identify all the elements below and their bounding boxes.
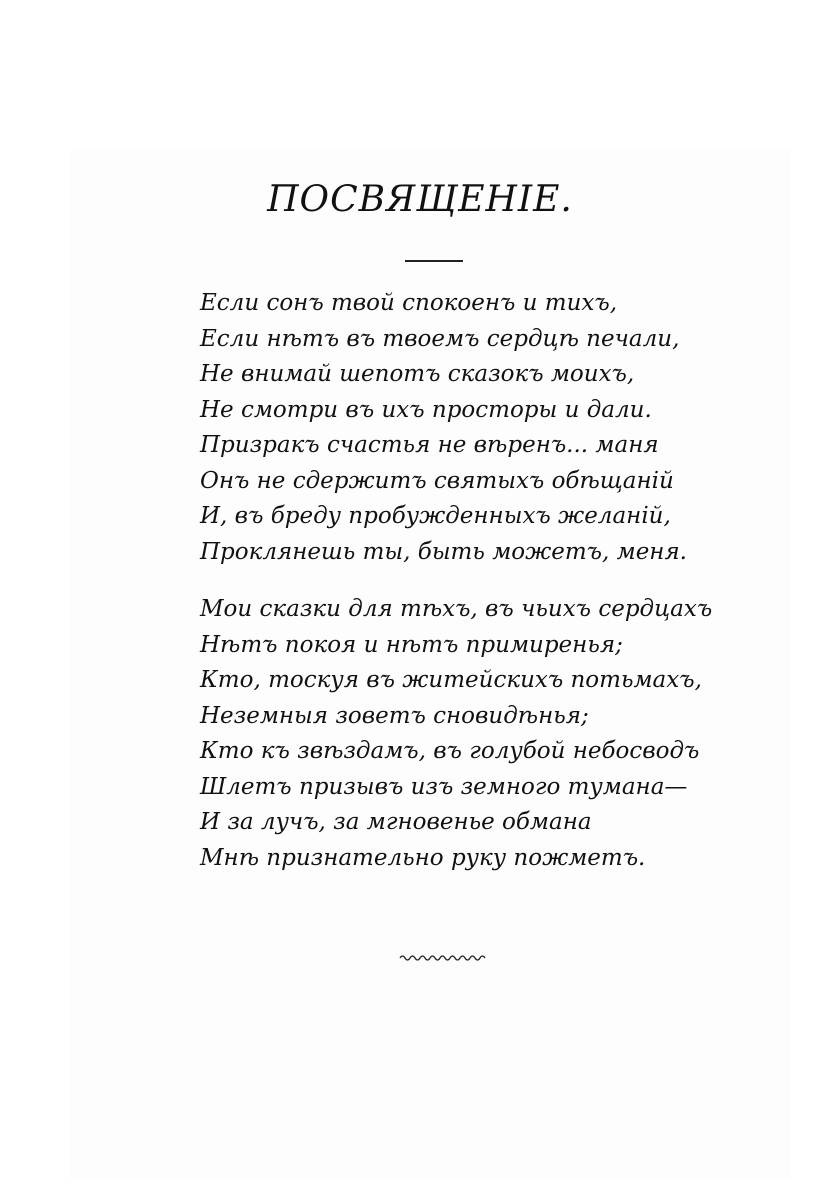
stanza-1	[200, 286, 780, 570]
poem-line: И за лучъ, за мгновенье обмана	[200, 809, 592, 835]
poem-line: Нѣтъ покоя и нѣтъ примиренья;	[200, 631, 623, 658]
poem-title: ПОСВЯЩЕНІЕ.	[267, 179, 573, 220]
title-rule	[405, 260, 463, 262]
poem-line: И, въ бреду пробужденныхъ желаній,	[200, 503, 671, 529]
poem-line: Кто, тоскуя въ житейскихъ потьмахъ,	[200, 667, 702, 693]
poem-line: Не внимай шепотъ сказокъ моихъ,	[200, 361, 635, 387]
poem-line: Если сонъ твой спокоенъ и тихъ,	[200, 290, 618, 316]
ornament-squiggle	[398, 952, 486, 964]
poem-line: Кто къ звѣздамъ, въ голубой небосводъ	[200, 738, 700, 764]
poem-line: Если нѣтъ въ твоемъ сердцѣ печали,	[200, 325, 680, 352]
stanza-2	[200, 592, 780, 876]
poem-line: Мои сказки для тѣхъ, въ чьихъ сердцахъ	[200, 596, 713, 622]
poem-line: Неземныя зоветъ сновидѣнья;	[200, 702, 589, 729]
poem-line: Шлетъ призывъ изъ земного тумана—	[200, 773, 688, 800]
poem-line: Не смотри въ ихъ просторы и дали.	[200, 396, 652, 423]
poem-line: Проклянешь ты, быть можетъ, меня.	[200, 538, 687, 565]
poem-line: Призракъ счастья не вѣренъ... маня	[200, 432, 659, 458]
poem-line: Мнѣ признательно руку пожметъ.	[200, 844, 646, 871]
poem-line: Онъ не сдержитъ святыхъ обѣщаній	[200, 467, 674, 494]
